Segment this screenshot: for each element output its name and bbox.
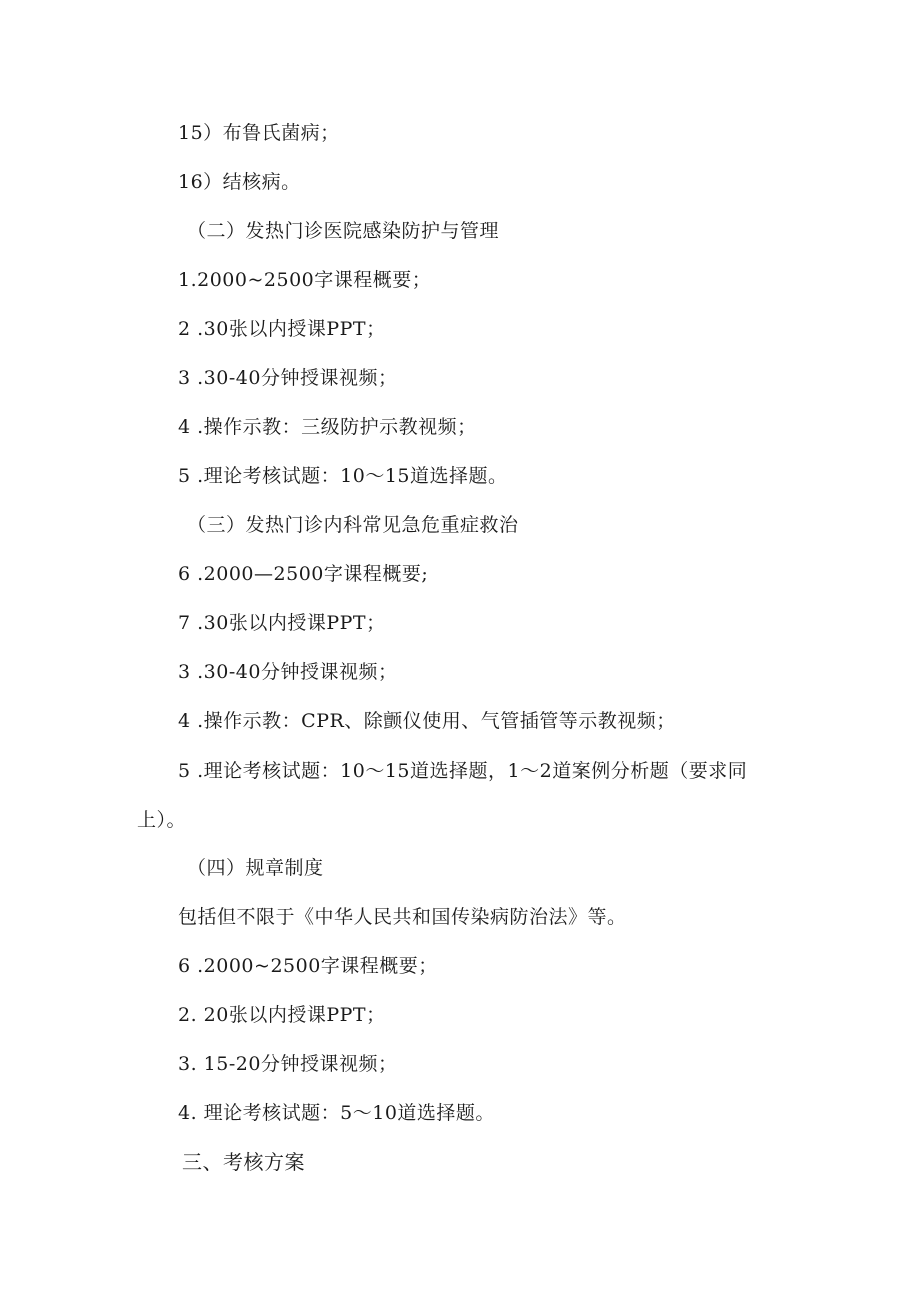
list-item: 3 .30-40分钟授课视频； — [178, 367, 398, 389]
list-item: 3 .30-40分钟授课视频； — [178, 661, 398, 683]
list-item: 6 .2000~2500字课程概要； — [178, 955, 438, 977]
list-item: 7 .30张以内授课PPT； — [178, 612, 386, 634]
list-item: 4 .操作示教：CPR、除颤仪使用、气管插管等示教视频； — [178, 710, 676, 732]
list-item: 2. 20张以内授课PPT； — [178, 1004, 386, 1026]
list-item: 2 .30张以内授课PPT； — [178, 318, 386, 340]
paragraph: 包括但不限于《中华人民共和国传染病防治法》等。 — [178, 906, 627, 928]
list-item: 4 .操作示教：三级防护示教视频； — [178, 416, 477, 438]
list-item: 6 .2000—2500字课程概要; — [178, 563, 429, 585]
list-item: 3. 15-20分钟授课视频； — [178, 1053, 398, 1075]
subsection-heading-4: （四）规章制度 — [187, 857, 324, 879]
section-heading: 三、考核方案 — [182, 1150, 305, 1174]
list-item-continuation: 上）。 — [137, 809, 187, 831]
list-item-tuberculosis: 16）结核病。 — [178, 171, 301, 193]
list-item: 5 .理论考核试题：10～15道选择题。 — [178, 465, 508, 487]
list-item: 1.2000~2500字课程概要； — [178, 269, 432, 291]
subsection-heading-2: （二）发热门诊医院感染防护与管理 — [187, 220, 500, 242]
list-item: 4. 理论考核试题：5～10道选择题。 — [178, 1102, 495, 1124]
subsection-heading-3: （三）发热门诊内科常见急危重症救治 — [187, 514, 519, 536]
list-item: 5 .理论考核试题：10～15道选择题，1～2道案例分析题（要求同 — [178, 760, 748, 782]
list-item-brucellosis: 15）布鲁氏菌病； — [178, 122, 340, 144]
